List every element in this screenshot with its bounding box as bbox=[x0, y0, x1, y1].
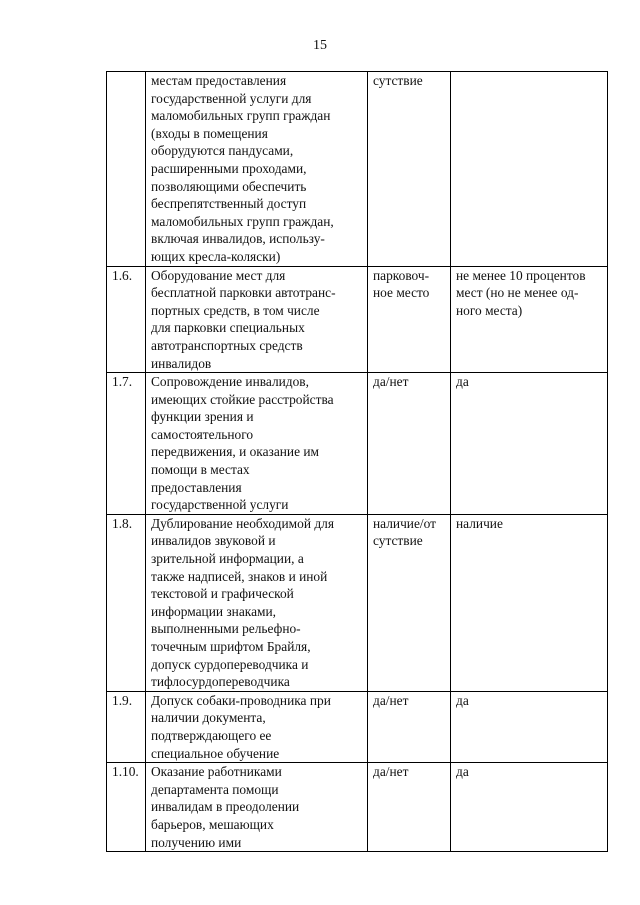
row-number: 1.6. bbox=[112, 267, 133, 283]
table-row bbox=[107, 72, 608, 267]
row-number: 1.9. bbox=[112, 692, 133, 708]
value-line: да bbox=[456, 764, 469, 780]
description-line: оборудуются пандусами, bbox=[151, 143, 294, 159]
description-line: предоставления bbox=[151, 479, 242, 495]
standard-value-cell bbox=[451, 373, 608, 515]
description-line: получению ими bbox=[151, 834, 242, 850]
description-line: Оборудование мест для bbox=[151, 267, 286, 283]
description-line: имеющих стойкие расстройства bbox=[151, 391, 334, 407]
description-line: специальное обучение bbox=[151, 745, 280, 761]
description-line: местам предоставления bbox=[151, 73, 287, 88]
table-row bbox=[107, 691, 608, 762]
description-line: тифлосурдопереводчика bbox=[151, 674, 290, 690]
value-line: наличие bbox=[456, 515, 503, 531]
unit-line: да/нет bbox=[373, 692, 409, 708]
description-line: беспрепятственный доступ bbox=[151, 196, 307, 212]
unit-line: да/нет bbox=[373, 374, 409, 390]
row-number-cell bbox=[107, 691, 146, 762]
unit-cell bbox=[368, 373, 451, 515]
description-line: подтверждающего ее bbox=[151, 727, 272, 743]
row-number-cell bbox=[107, 763, 146, 852]
description-line: информации знаками, bbox=[151, 603, 277, 619]
description-line: функции зрения и bbox=[151, 409, 254, 425]
description-line: государственной услуги bbox=[151, 497, 289, 513]
description-line: зрительной информации, а bbox=[151, 551, 304, 567]
description-line: бесплатной парковки автотранс- bbox=[151, 285, 336, 301]
indicator-description-cell bbox=[146, 266, 368, 373]
row-number-cell bbox=[107, 373, 146, 515]
unit-line: парковоч- bbox=[373, 267, 430, 283]
description-line: допуск сурдопереводчика и bbox=[151, 656, 309, 672]
unit-line: наличие/от bbox=[373, 515, 437, 531]
indicator-description-cell bbox=[146, 373, 368, 515]
description-line: передвижения, и оказание им bbox=[151, 444, 320, 460]
description-line: департамента помощи bbox=[151, 781, 279, 797]
unit-cell bbox=[368, 691, 451, 762]
standard-value-cell bbox=[451, 763, 608, 852]
unit-line: сутствие bbox=[373, 73, 423, 88]
unit-line: да/нет bbox=[373, 764, 409, 780]
indicator-description-cell bbox=[146, 514, 368, 691]
standard-value-cell bbox=[451, 72, 608, 267]
unit-cell bbox=[368, 72, 451, 267]
description-line: маломобильных групп граждан, bbox=[151, 213, 334, 229]
table-row bbox=[107, 514, 608, 691]
description-line: для парковки специальных bbox=[151, 320, 305, 336]
table-row bbox=[107, 763, 608, 852]
indicator-description-cell bbox=[146, 72, 368, 267]
description-line: также надписей, знаков и иной bbox=[151, 568, 328, 584]
row-number: 1.8. bbox=[112, 515, 133, 531]
value-line: да bbox=[456, 374, 469, 390]
value-line: ного места) bbox=[456, 302, 523, 318]
description-line: автотранспортных средств bbox=[151, 337, 303, 353]
description-line: инвалидов звуковой и bbox=[151, 533, 276, 549]
description-line: ющих кресла-коляски) bbox=[151, 248, 281, 264]
description-line: маломобильных групп граждан bbox=[151, 108, 331, 124]
description-line: самостоятельного bbox=[151, 426, 254, 442]
description-line: Оказание работниками bbox=[151, 764, 282, 780]
indicator-description-cell bbox=[146, 763, 368, 852]
description-line: барьеров, мешающих bbox=[151, 816, 274, 832]
unit-line: сутствие bbox=[373, 533, 423, 549]
description-line: позволяющими обеспечить bbox=[151, 178, 307, 194]
value-line: да bbox=[456, 692, 469, 708]
description-line: государственной услуги для bbox=[151, 90, 312, 106]
value-line: не менее 10 процентов bbox=[456, 267, 586, 283]
value-line: мест (но не менее од- bbox=[456, 285, 579, 301]
description-line: текстовой и графической bbox=[151, 586, 294, 602]
row-number: 1.10. bbox=[112, 764, 139, 780]
row-number: 1.7. bbox=[112, 374, 133, 390]
standard-value-cell bbox=[451, 691, 608, 762]
unit-line: ное место bbox=[373, 285, 430, 301]
row-number-cell bbox=[107, 514, 146, 691]
page-number: 15 bbox=[313, 38, 327, 53]
row-number-cell bbox=[107, 266, 146, 373]
description-line: (входы в помещения bbox=[151, 125, 268, 141]
description-line: Дублирование необходимой для bbox=[151, 515, 335, 531]
table-row bbox=[107, 266, 608, 373]
description-line: расширенными проходами, bbox=[151, 160, 307, 176]
description-line: инвалидам в преодолении bbox=[151, 799, 300, 815]
indicator-description-cell bbox=[146, 691, 368, 762]
description-line: Допуск собаки-проводника при bbox=[151, 692, 331, 708]
description-line: Сопровождение инвалидов, bbox=[151, 374, 309, 390]
description-line: портных средств, в том числе bbox=[151, 302, 320, 318]
unit-cell bbox=[368, 763, 451, 852]
unit-cell bbox=[368, 266, 451, 373]
unit-cell bbox=[368, 514, 451, 691]
description-line: выполненными рельефно- bbox=[151, 621, 301, 637]
description-line: наличии документа, bbox=[151, 710, 266, 726]
description-line: инвалидов bbox=[151, 355, 212, 371]
standard-value-cell bbox=[451, 266, 608, 373]
description-line: точечным шрифтом Брайля, bbox=[151, 639, 311, 654]
row-number-cell bbox=[107, 72, 146, 267]
table-body bbox=[107, 72, 608, 852]
description-line: включая инвалидов, использу- bbox=[151, 231, 325, 247]
description-line: помощи в местах bbox=[151, 462, 250, 478]
table-row bbox=[107, 373, 608, 515]
standard-value-cell bbox=[451, 514, 608, 691]
accessibility-indicators-table bbox=[106, 71, 608, 852]
